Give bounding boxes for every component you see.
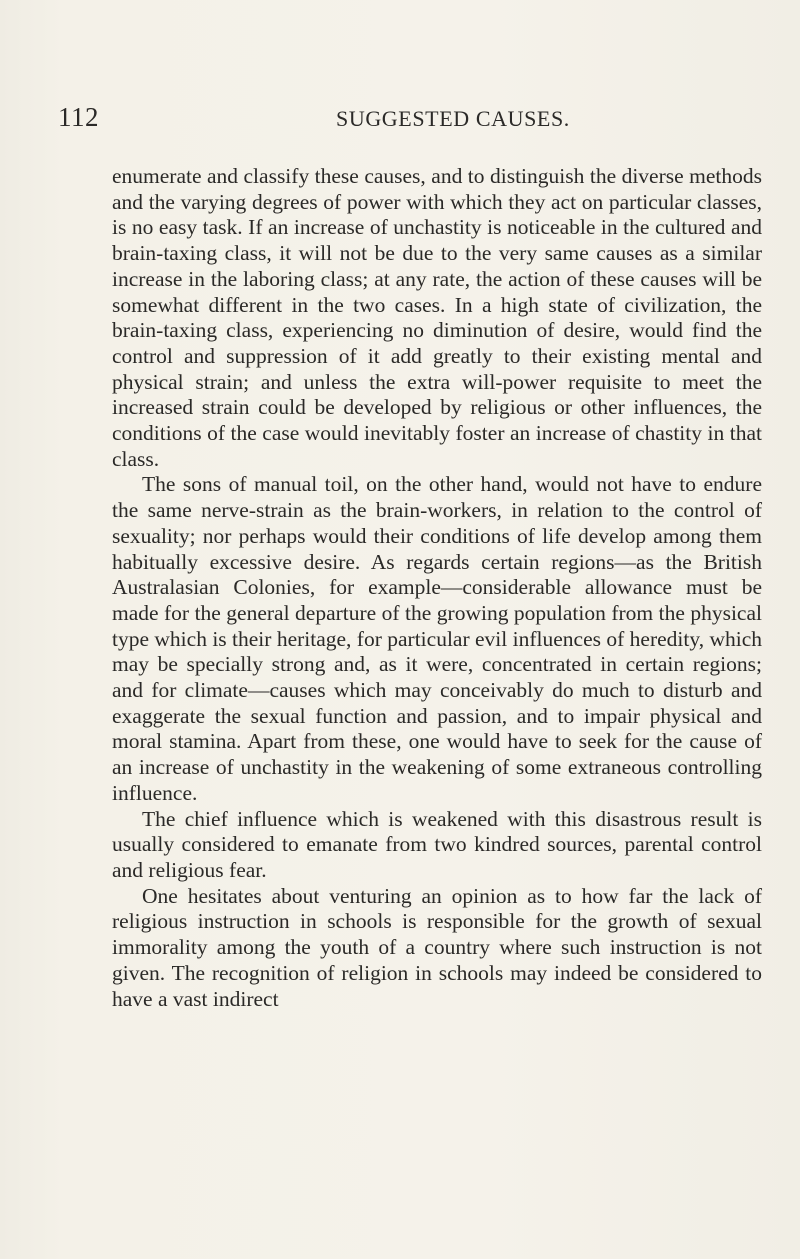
page-number: 112 [58,102,99,132]
body-text [112,164,762,1012]
paragraph: enumerate and classify these causes, and to distinguish the diverse methods and the varying degrees of power with which they act on particular classes, is no easy task. If an increase of unchastity is noticeable in the cultured and brain-taxing class, it will not be due to the very same causes as a similar increase in the laboring class; at any rate, the action of these causes will be somewhat different in the two cases. In a high state of civilization, the brain-taxing class, experiencing no diminution of desire, would find the control and suppression of it add greatly to their existing mental and physical strain; and unless the extra will-power requisite to meet the increased strain could be developed by religious or other influences, the conditions of the case would inevitably foster an increase of chastity in that class. [112,164,762,471]
paragraph: One hesitates about venturing an opinion as to how far the lack of religious instruction in schools is responsible for the growth of sexual immorality among the youth of a country where such instruction is not given. The recognition of religion in schools may indeed be considered to have a vast indirect [112,883,762,1011]
paragraph: The sons of manual toil, on the other hand, would not have to endure the same nerve-strain as the brain-workers, in relation to the control of sexuality; nor perhaps would their conditions of life develop among them habitually excessive desire. As regards certain regions—as the British Australasian Colonies, for example—considerable allowance must be made for the general departure of the growing population from the physical type which is their heritage, for particular evil influences of heredity, which may be specially strong and, as it were, concentrated in certain regions; and for climate—causes which may conceivably do much to disturb and exaggerate the sexual function and passion, and to impair physical and moral stamina. Apart from these, one would have to seek for the cause of an increase of unchastity in the weakening of some extraneous controlling influence. [112,472,762,805]
page-header [58,102,748,138]
paragraph: The chief influence which is weakened with this disastrous result is usually considered to emanate from two kindred sources, parental control and religious fear. [112,806,762,882]
running-head: SUGGESTED CAUSES. [336,106,570,131]
